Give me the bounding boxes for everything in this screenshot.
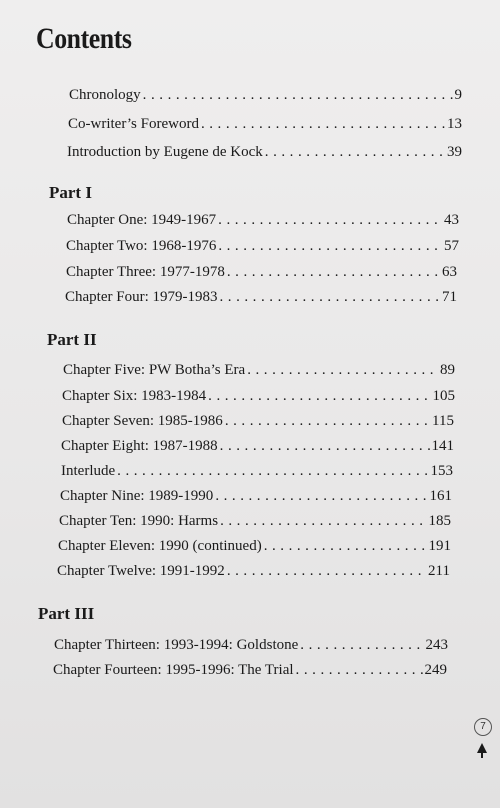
part-heading: Part III — [38, 604, 95, 623]
leader-dots — [264, 537, 427, 555]
toc-entry — [65, 288, 457, 306]
toc-entry — [57, 562, 450, 580]
toc-entry-page: 39 — [447, 144, 462, 160]
toc-entry-label: Chapter Three: 1977-1978 — [66, 264, 225, 280]
toc-entry — [53, 661, 447, 679]
page-title: Contents — [36, 22, 132, 55]
toc-entry-introduction — [67, 143, 462, 161]
toc-entry-label: Chapter One: 1949-1967 — [67, 212, 217, 228]
leader-dots — [201, 115, 445, 133]
toc-entry-page: 185 — [428, 513, 451, 529]
toc-entry-label: Chapter Ten: 1990: Harms — [59, 513, 219, 529]
toc-entry — [54, 636, 448, 654]
toc-entry-page: 57 — [444, 238, 459, 254]
toc-entry-page: 153 — [430, 463, 453, 479]
toc-entry — [58, 537, 451, 555]
toc-entry-page: 191 — [428, 538, 451, 554]
leader-dots — [300, 636, 423, 654]
toc-entry-label: Chapter Two: 1968-1976 — [66, 238, 217, 254]
arrow-stem — [481, 752, 483, 758]
toc-entry-label: Chapter Thirteen: 1993-1994: Goldstone — [54, 637, 299, 653]
toc-entry — [66, 263, 457, 281]
toc-entry-label: Chronology — [69, 87, 141, 103]
leader-dots — [218, 237, 442, 255]
toc-entry — [62, 412, 454, 430]
toc-entry-foreword — [68, 115, 462, 133]
leader-dots — [220, 437, 430, 455]
part-heading: Part II — [47, 330, 97, 349]
leader-dots — [117, 462, 428, 480]
toc-entry-page: 249 — [424, 662, 447, 678]
toc-entry — [67, 211, 459, 229]
toc-entry-label: Chapter Eleven: 1990 (continued) — [58, 538, 262, 554]
leader-dots — [220, 512, 426, 530]
leader-dots — [247, 361, 438, 379]
toc-entry-page: 141 — [431, 438, 454, 454]
leader-dots — [227, 263, 440, 281]
toc-entry-page: 9 — [454, 87, 462, 103]
toc-entry — [62, 387, 455, 405]
part-heading: Part I — [49, 183, 92, 202]
toc-entry-label: Co-writer’s Foreword — [68, 116, 199, 132]
toc-entry-page: 13 — [447, 116, 462, 132]
toc-entry-label: Chapter Four: 1979-1983 — [65, 289, 218, 305]
toc-entry — [61, 437, 454, 455]
leader-dots — [296, 661, 423, 679]
toc-entry-page: 211 — [428, 563, 450, 579]
toc-entry-label: Chapter Nine: 1989-1990 — [60, 488, 214, 504]
toc-entry — [59, 512, 451, 530]
page-number-badge: 7 — [474, 718, 492, 736]
toc-entry-label: Chapter Eight: 1987-1988 — [61, 438, 218, 454]
toc-entry — [60, 487, 452, 505]
leader-dots — [208, 387, 430, 405]
toc-entry-page: 161 — [429, 488, 452, 504]
toc-entry-chronology — [69, 86, 462, 104]
leader-dots — [265, 143, 445, 161]
toc-entry — [66, 237, 459, 255]
toc-entry-label: Interlude — [61, 463, 116, 479]
leader-dots — [218, 211, 442, 229]
leader-dots — [227, 562, 426, 580]
leader-dots — [143, 86, 453, 104]
toc-entry-page: 105 — [432, 388, 455, 404]
leader-dots — [219, 288, 440, 306]
toc-entry — [63, 361, 455, 379]
toc-entry-page: 63 — [442, 264, 457, 280]
leader-dots — [215, 487, 427, 505]
toc-entry-label: Chapter Twelve: 1991-1992 — [57, 563, 225, 579]
toc-entry-page: 243 — [425, 637, 448, 653]
toc-entry-page: 115 — [432, 413, 454, 429]
toc-entry-page: 89 — [440, 362, 455, 378]
toc-entry-page: 71 — [442, 289, 457, 305]
toc-entry-label: Chapter Five: PW Botha’s Era — [63, 362, 246, 378]
leader-dots — [225, 412, 430, 430]
toc-entry-label: Chapter Fourteen: 1995-1996: The Trial — [53, 662, 294, 678]
toc-entry-label: Chapter Seven: 1985-1986 — [62, 413, 223, 429]
toc-entry-label: Chapter Six: 1983-1984 — [62, 388, 207, 404]
toc-entry-label: Introduction by Eugene de Kock — [67, 144, 263, 160]
toc-entry-page: 43 — [444, 212, 459, 228]
toc-entry — [61, 462, 453, 480]
